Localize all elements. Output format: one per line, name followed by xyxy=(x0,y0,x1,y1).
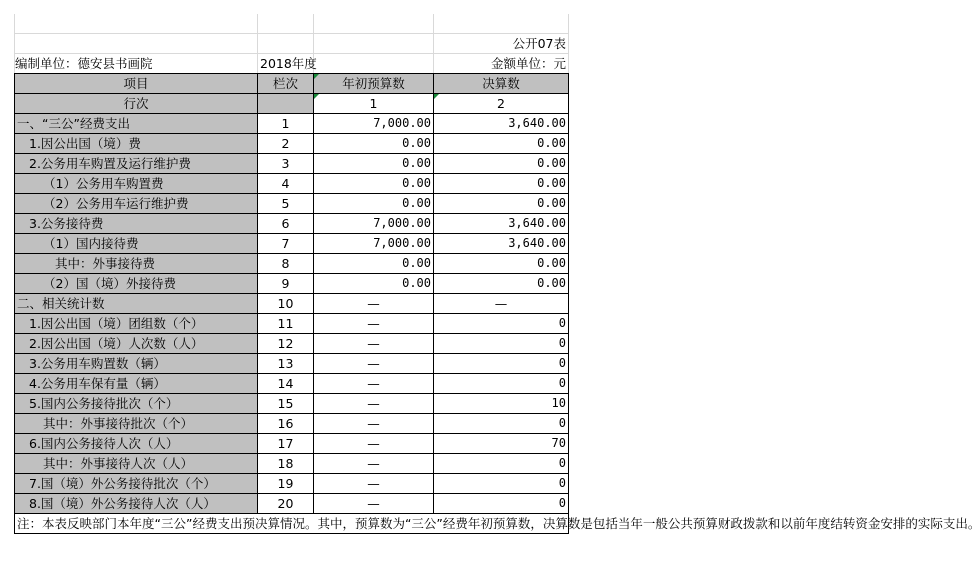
column-header-row xyxy=(15,73,569,93)
row-final[interactable]: 3,640.00 xyxy=(434,233,569,253)
row-seq[interactable]: 4 xyxy=(258,173,314,193)
note-row xyxy=(15,513,569,533)
row-item[interactable]: 4.公务用车保有量（辆） xyxy=(15,373,258,393)
row-item[interactable]: 5.国内公务接待批次（个） xyxy=(15,393,258,413)
year-label[interactable]: 2018年度 xyxy=(258,53,314,73)
row-final[interactable]: 0.00 xyxy=(434,173,569,193)
table-row xyxy=(15,153,569,173)
row-budget[interactable]: 7,000.00 xyxy=(314,233,434,253)
row-item[interactable]: 其中：外事接待批次（个） xyxy=(15,413,258,433)
row-final[interactable]: 0 xyxy=(434,373,569,393)
row-final[interactable]: — xyxy=(434,293,569,313)
row-final[interactable]: 0.00 xyxy=(434,273,569,293)
row-item[interactable]: 3.公务用车购置数（辆） xyxy=(15,353,258,373)
row-item[interactable]: 其中：外事接待人次（人） xyxy=(15,453,258,473)
row-item[interactable]: （2）公务用车运行维护费 xyxy=(15,193,258,213)
row-item[interactable]: （1）国内接待费 xyxy=(15,233,258,253)
column-header-item[interactable]: 项目 xyxy=(15,73,258,93)
row-seq[interactable]: 10 xyxy=(258,293,314,313)
meta-row xyxy=(15,53,569,73)
row-seq[interactable]: 19 xyxy=(258,473,314,493)
row-budget[interactable]: — xyxy=(314,373,434,393)
row-seq[interactable]: 8 xyxy=(258,253,314,273)
empty-cell[interactable] xyxy=(434,14,569,33)
table-row xyxy=(15,173,569,193)
row-seq[interactable]: 3 xyxy=(258,153,314,173)
table-row xyxy=(15,293,569,313)
row-budget[interactable]: — xyxy=(314,333,434,353)
row-final[interactable]: 3,640.00 xyxy=(434,113,569,133)
row-seq[interactable]: 5 xyxy=(258,193,314,213)
row-budget[interactable]: — xyxy=(314,493,434,513)
row-final[interactable]: 10 xyxy=(434,393,569,413)
empty-cell[interactable] xyxy=(258,93,314,113)
row-seq[interactable]: 13 xyxy=(258,353,314,373)
row-budget[interactable]: — xyxy=(314,473,434,493)
row-seq[interactable]: 7 xyxy=(258,233,314,253)
table-row xyxy=(15,353,569,373)
table-row xyxy=(15,433,569,453)
row-budget[interactable]: — xyxy=(314,393,434,413)
row-item[interactable]: 8.国（境）外公务接待人次（人） xyxy=(15,493,258,513)
empty-cell[interactable] xyxy=(258,14,314,33)
row-item[interactable]: 7.国（境）外公务接待批次（个） xyxy=(15,473,258,493)
table-row xyxy=(15,193,569,213)
row-seq[interactable]: 20 xyxy=(258,493,314,513)
table-row xyxy=(15,473,569,493)
row-seq[interactable]: 18 xyxy=(258,453,314,473)
row-final[interactable]: 0.00 xyxy=(434,193,569,213)
row-budget[interactable]: 0.00 xyxy=(314,253,434,273)
row-item[interactable]: 其中：外事接待费 xyxy=(15,253,258,273)
row-item[interactable]: 6.国内公务接待人次（人） xyxy=(15,433,258,453)
row-seq[interactable]: 11 xyxy=(258,313,314,333)
unit-label[interactable]: 编制单位：德安县书画院 xyxy=(15,53,258,73)
blank-row xyxy=(15,14,569,33)
empty-cell[interactable] xyxy=(314,33,434,53)
row-seq[interactable]: 9 xyxy=(258,273,314,293)
row-budget[interactable]: 0.00 xyxy=(314,153,434,173)
empty-cell[interactable] xyxy=(314,14,434,33)
row-item[interactable]: 3.公务接待费 xyxy=(15,213,258,233)
row-final[interactable]: 0.00 xyxy=(434,253,569,273)
row-budget[interactable]: — xyxy=(314,413,434,433)
row-item[interactable]: 2.公务用车购置及运行维护费 xyxy=(15,153,258,173)
index-row xyxy=(15,93,569,113)
row-budget[interactable]: — xyxy=(314,433,434,453)
table-row xyxy=(15,133,569,153)
row-seq[interactable]: 15 xyxy=(258,393,314,413)
row-budget[interactable]: 0.00 xyxy=(314,193,434,213)
row-seq[interactable]: 2 xyxy=(258,133,314,153)
row-budget[interactable]: 7,000.00 xyxy=(314,113,434,133)
empty-cell[interactable] xyxy=(15,14,258,33)
row-budget[interactable]: — xyxy=(314,293,434,313)
row-final[interactable]: 0 xyxy=(434,453,569,473)
empty-cell[interactable] xyxy=(15,33,258,53)
table-row xyxy=(15,453,569,473)
table-row xyxy=(15,273,569,293)
index-budget-no[interactable]: 1 xyxy=(314,93,434,113)
row-final[interactable]: 0.00 xyxy=(434,133,569,153)
empty-cell[interactable] xyxy=(314,53,434,73)
row-item[interactable]: 1.因公出国（境）费 xyxy=(15,133,258,153)
row-item[interactable]: 2.因公出国（境）人次数（人） xyxy=(15,333,258,353)
row-item[interactable]: （1）公务用车购置费 xyxy=(15,173,258,193)
row-final[interactable]: 0 xyxy=(434,353,569,373)
empty-cell[interactable] xyxy=(258,33,314,53)
row-seq[interactable]: 16 xyxy=(258,413,314,433)
table-row xyxy=(15,393,569,413)
table-row xyxy=(15,253,569,273)
row-item[interactable]: 1.因公出国（境）团组数（个） xyxy=(15,313,258,333)
table-row xyxy=(15,493,569,513)
column-header-budget[interactable]: 年初预算数 xyxy=(314,73,434,93)
row-final[interactable]: 0.00 xyxy=(434,153,569,173)
table-code-row xyxy=(15,33,569,53)
table-body xyxy=(15,113,569,513)
table-row xyxy=(15,313,569,333)
table-row xyxy=(15,413,569,433)
row-item[interactable]: （2）国（境）外接待费 xyxy=(15,273,258,293)
table-note[interactable]: 注：本表反映部门本年度“三公”经费支出预决算情况。其中，预算数为“三公”经费年初预算数，决算数是包括当年一般公共预算财政拨款和以前年度结转资金安排的实际支出。 xyxy=(15,513,569,533)
row-final[interactable]: 3,640.00 xyxy=(434,213,569,233)
row-budget[interactable]: — xyxy=(314,313,434,333)
row-seq[interactable]: 14 xyxy=(258,373,314,393)
row-item[interactable]: 二、相关统计数 xyxy=(15,293,258,313)
row-budget[interactable]: 0.00 xyxy=(314,273,434,293)
column-header-seq[interactable]: 栏次 xyxy=(258,73,314,93)
table-row xyxy=(15,233,569,253)
row-final[interactable]: 0 xyxy=(434,333,569,353)
row-final[interactable]: 0 xyxy=(434,473,569,493)
row-final[interactable]: 0 xyxy=(434,493,569,513)
row-budget[interactable]: — xyxy=(314,353,434,373)
row-seq[interactable]: 6 xyxy=(258,213,314,233)
index-label[interactable]: 行次 xyxy=(15,93,258,113)
table-code[interactable]: 公开07表 xyxy=(434,33,569,53)
row-budget[interactable]: — xyxy=(314,453,434,473)
row-item[interactable]: 一、“三公”经费支出 xyxy=(15,113,258,133)
table-row xyxy=(15,213,569,233)
table-row xyxy=(15,113,569,133)
row-seq[interactable]: 17 xyxy=(258,433,314,453)
row-seq[interactable]: 1 xyxy=(258,113,314,133)
three-public-expenses-table xyxy=(14,14,980,534)
row-budget[interactable]: 7,000.00 xyxy=(314,213,434,233)
row-final[interactable]: 70 xyxy=(434,433,569,453)
row-final[interactable]: 0 xyxy=(434,413,569,433)
column-header-final[interactable]: 决算数 xyxy=(434,73,569,93)
row-seq[interactable]: 12 xyxy=(258,333,314,353)
table-row xyxy=(15,333,569,353)
row-final[interactable]: 0 xyxy=(434,313,569,333)
index-final-no[interactable]: 2 xyxy=(434,93,569,113)
amount-unit[interactable]: 金额单位：元 xyxy=(434,53,569,73)
table-row xyxy=(15,373,569,393)
row-budget[interactable]: 0.00 xyxy=(314,133,434,153)
row-budget[interactable]: 0.00 xyxy=(314,173,434,193)
